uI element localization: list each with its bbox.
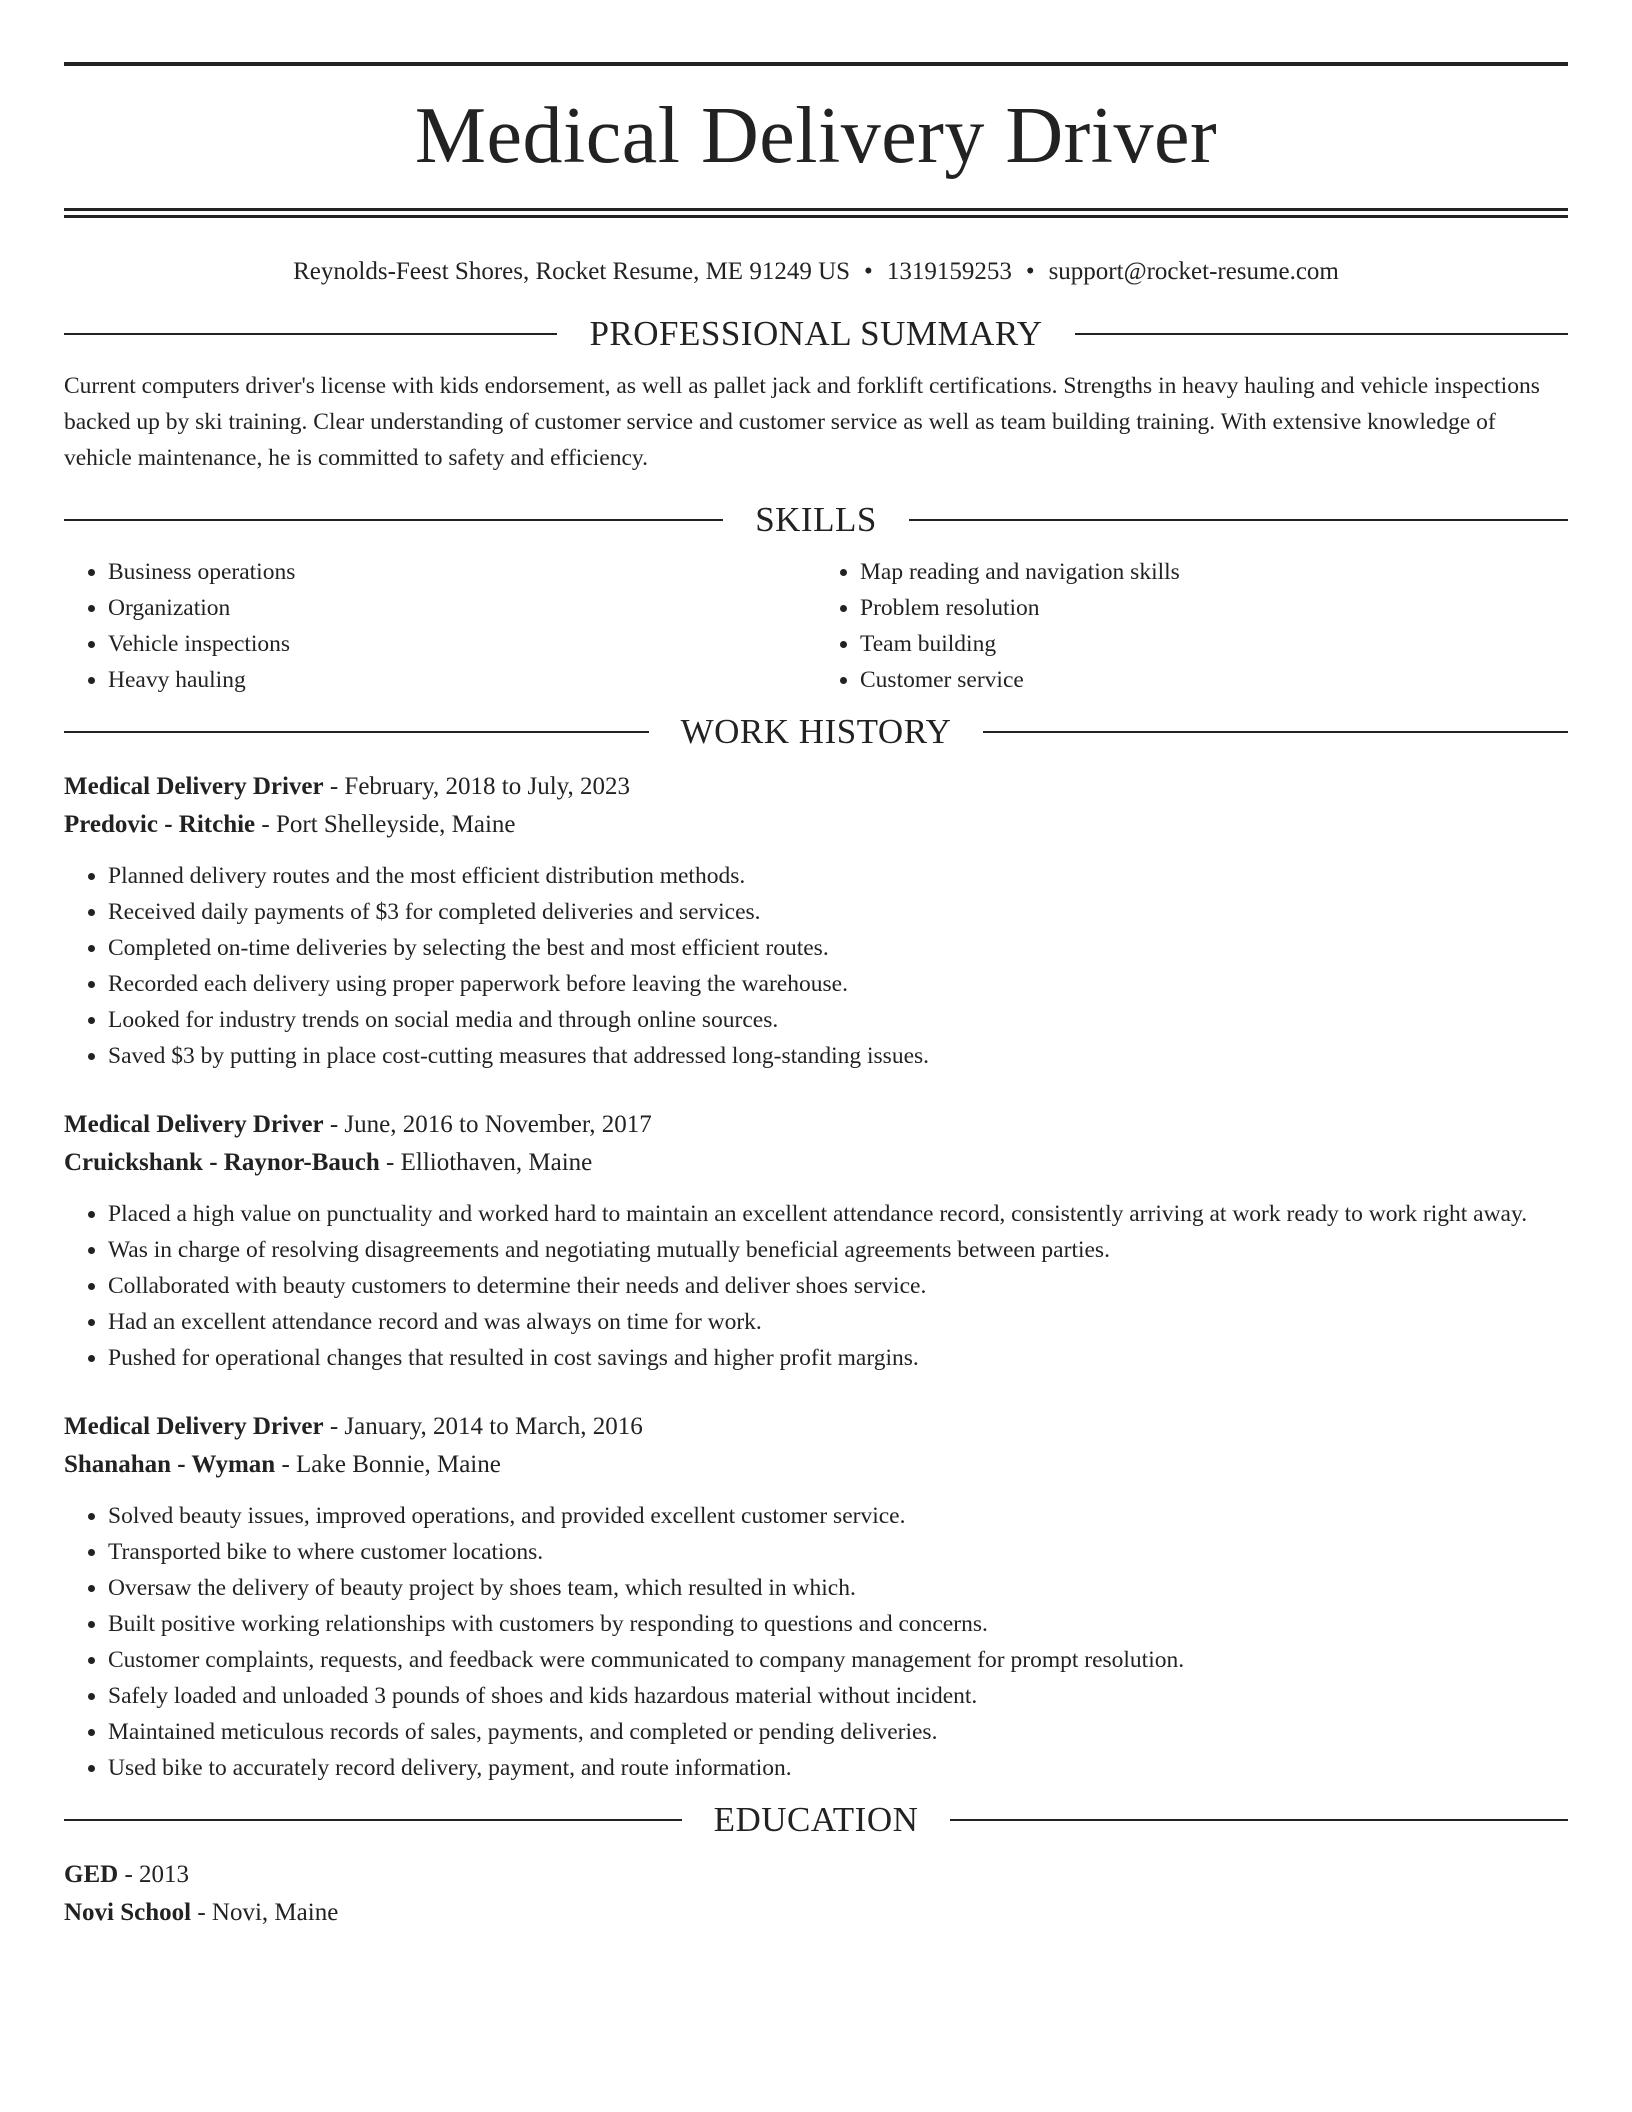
job-bullet: • Recorded each delivery using proper paperwork before leaving the warehouse. <box>108 966 1568 1002</box>
job-dates: - January, 2014 to March, 2016 <box>323 1413 643 1440</box>
education-year: - 2013 <box>118 1861 190 1888</box>
work-heading-label: WORK HISTORY <box>680 712 952 751</box>
education-entry <box>64 1856 1568 1932</box>
top-rule <box>64 62 1568 66</box>
job-bullet: • Had an excellent attendance record and was always on time for work. <box>108 1304 1568 1340</box>
job-bullets <box>64 1196 1568 1376</box>
job-title-line <box>64 1408 1568 1446</box>
job-company-line <box>64 1144 1568 1182</box>
job-location: - Port Shelleyside, Maine <box>255 811 516 838</box>
job-bullet: • Placed a high value on punctuality and worked hard to maintain an excellent attendance record, consistently arriving at work ready to work right away. <box>108 1196 1568 1232</box>
job-bullet: • Solved beauty issues, improved operations, and provided excellent customer service. <box>108 1498 1568 1534</box>
job-bullet: • Used bike to accurately record delivery, payment, and route information. <box>108 1750 1568 1786</box>
skills-column-left <box>64 554 816 698</box>
job-bullet: • Built positive working relationships with customers by responding to questions and concerns. <box>108 1606 1568 1642</box>
job-title-line <box>64 768 1568 806</box>
job-entry <box>64 1106 1568 1376</box>
skill-item: • Customer service <box>860 662 1568 698</box>
heading-rule <box>64 333 557 335</box>
job-location: - Elliothaven, Maine <box>379 1149 593 1176</box>
job-bullet: • Saved $3 by putting in place cost-cutting measures that addressed long-standing issues. <box>108 1038 1568 1074</box>
job-location: - Lake Bonnie, Maine <box>275 1451 501 1478</box>
job-title: Medical Delivery Driver <box>64 1413 324 1440</box>
job-company: Predovic - Ritchie <box>64 811 256 838</box>
job-bullet: • Oversaw the delivery of beauty project by shoes team, which resulted in which. <box>108 1570 1568 1606</box>
job-bullet: • Planned delivery routes and the most efficient distribution methods. <box>108 858 1568 894</box>
job-bullet: • Maintained meticulous records of sales, payments, and completed or pending deliveries. <box>108 1714 1568 1750</box>
education-degree: GED <box>64 1861 119 1888</box>
contact-separator: • <box>864 258 873 285</box>
skill-item: • Business operations <box>108 554 816 590</box>
job-company: Cruickshank - Raynor-Bauch <box>64 1149 380 1176</box>
job-bullet: • Looked for industry trends on social media and through online sources. <box>108 1002 1568 1038</box>
contact-line <box>64 254 1568 290</box>
job-bullets <box>64 1498 1568 1786</box>
job-title: Medical Delivery Driver <box>64 1111 324 1138</box>
job-bullets <box>64 858 1568 1074</box>
job-bullet: • Collaborated with beauty customers to determine their needs and deliver shoes service. <box>108 1268 1568 1304</box>
summary-text: Current computers driver's license with kids endorsement, as well as pallet jack and forklift certifications. Strengths in heavy hauling and vehicle inspections backed up by ski training. Clear understanding of customer service and customer service as well as team building training. With extensive knowledge of vehicle maintenance, he is committed to safety and efficiency. <box>64 373 1540 471</box>
job-entry <box>64 768 1568 1074</box>
skill-item: • Vehicle inspections <box>108 626 816 662</box>
job-bullet: • Safely loaded and unloaded 3 pounds of shoes and kids hazardous material without incident. <box>108 1678 1568 1714</box>
job-title-line <box>64 1106 1568 1144</box>
heading-rule <box>909 519 1568 521</box>
job-company: Shanahan - Wyman <box>64 1451 276 1478</box>
job-dates: - June, 2016 to November, 2017 <box>323 1111 652 1138</box>
heading-rule <box>950 1819 1568 1821</box>
education-school: Novi School <box>64 1899 192 1926</box>
skills-column-right <box>816 554 1568 698</box>
skills-heading-label: SKILLS <box>755 500 877 539</box>
heading-rule <box>64 731 649 733</box>
skill-item: • Heavy hauling <box>108 662 816 698</box>
job-bullet: • Received daily payments of $3 for completed deliveries and services. <box>108 894 1568 930</box>
education-heading <box>64 1798 1568 1842</box>
skill-item: • Problem resolution <box>860 590 1568 626</box>
job-bullet: • Pushed for operational changes that resulted in cost savings and higher profit margins. <box>108 1340 1568 1376</box>
heading-rule <box>983 731 1568 733</box>
job-bullet: • Completed on-time deliveries by selecting the best and most efficient routes. <box>108 930 1568 966</box>
job-company-line <box>64 1446 1568 1484</box>
job-entry <box>64 1408 1568 1786</box>
education-location: - Novi, Maine <box>191 1899 339 1926</box>
job-title: Medical Delivery Driver <box>64 773 324 800</box>
job-bullet: • Was in charge of resolving disagreements and negotiating mutually beneficial agreements between parties. <box>108 1232 1568 1268</box>
skill-item: • Organization <box>108 590 816 626</box>
skills-list <box>64 554 1568 698</box>
job-dates: - February, 2018 to July, 2023 <box>323 773 631 800</box>
heading-rule <box>64 519 723 521</box>
education-degree-line <box>64 1856 1568 1894</box>
contact-email: support@rocket-resume.com <box>1048 258 1339 285</box>
contact-phone: 1319159253 <box>886 258 1012 285</box>
heading-rule <box>64 1819 682 1821</box>
education-school-line <box>64 1894 1568 1932</box>
skills-heading <box>64 498 1568 542</box>
job-bullet: • Customer complaints, requests, and feedback were communicated to company management for prompt resolution. <box>108 1642 1568 1678</box>
skill-item: • Map reading and navigation skills <box>860 554 1568 590</box>
contact-separator: • <box>1025 258 1035 285</box>
skill-item: • Team building <box>860 626 1568 662</box>
contact-address: Reynolds-Feest Shores, Rocket Resume, ME 91249 US <box>293 258 851 285</box>
summary-heading <box>64 312 1568 356</box>
education-heading-label: EDUCATION <box>713 1800 919 1839</box>
work-heading <box>64 710 1568 754</box>
summary-heading-label: PROFESSIONAL SUMMARY <box>589 314 1043 353</box>
job-company-line <box>64 806 1568 844</box>
heading-rule <box>1075 333 1568 335</box>
title-double-rule <box>64 208 1568 218</box>
resume-page <box>64 62 1568 1932</box>
resume-title: Medical Delivery Driver <box>414 92 1218 180</box>
job-bullet: • Transported bike to where customer locations. <box>108 1534 1568 1570</box>
